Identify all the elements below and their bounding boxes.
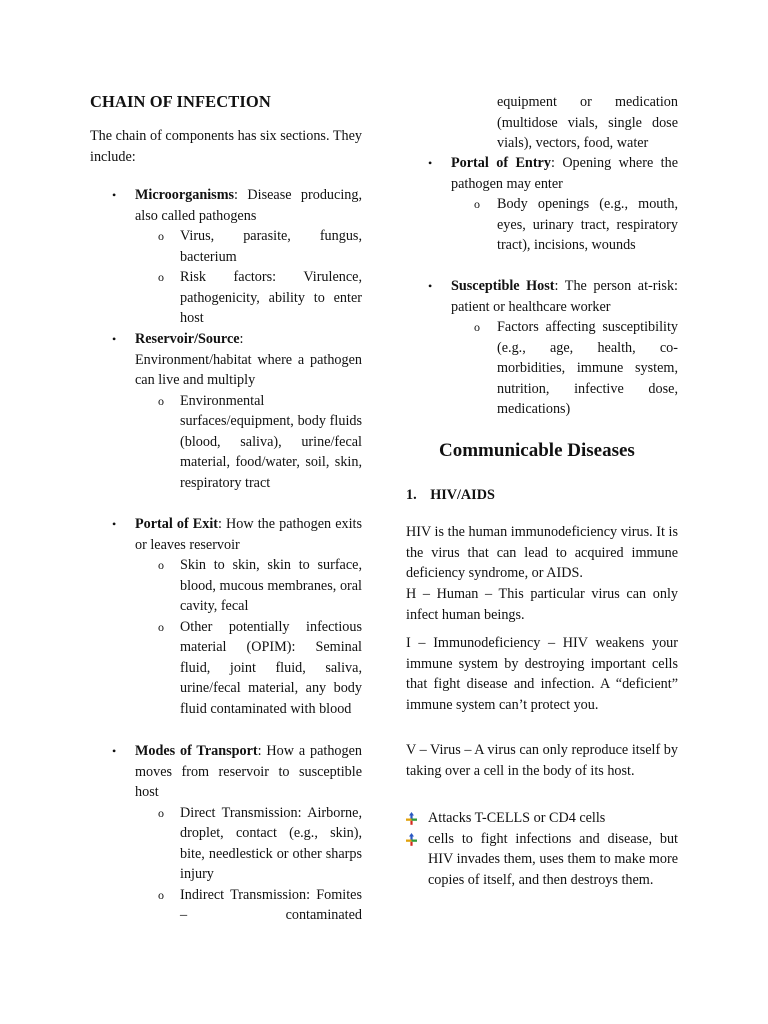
item-desc: : Disease producing, also called pathogens bbox=[135, 187, 362, 224]
item-term: Microorganisms bbox=[135, 187, 235, 203]
item-term: Portal of Entry bbox=[451, 155, 551, 171]
sub-bullet: o bbox=[158, 393, 164, 408]
list-item-susceptible-host bbox=[406, 276, 678, 420]
paragraph-virus: V – Virus – A virus can only reproduce itself by taking over a cell in the body of its host. bbox=[406, 742, 678, 779]
arrow-list-item: cells to fight infections and disease, but HIV invades them, uses them to make more copies of itself, and then destroys them. bbox=[406, 829, 678, 891]
sub-item: o Factors affecting susceptibility (e.g., age, health, co-morbidities, immune system, nutrition, infective dose, medications) bbox=[474, 319, 678, 417]
bullet-dot: • bbox=[112, 744, 117, 758]
list-item-portal-of-entry bbox=[406, 153, 678, 256]
bullet-dot: • bbox=[428, 156, 433, 170]
item-term: Reservoir/Source bbox=[135, 331, 240, 347]
subsection-heading bbox=[406, 485, 495, 506]
four-color-arrow-icon bbox=[406, 833, 417, 846]
sub-item: o Skin to skin, skin to surface, blood, mucous membranes, oral cavity, fecal bbox=[158, 557, 362, 614]
sub-bullet: o bbox=[158, 805, 164, 820]
list-item-modes-of-transport bbox=[90, 741, 362, 926]
paragraph-human: H – Human – This particular virus can only infect human beings. bbox=[406, 586, 678, 623]
item-desc: : How the pathogen exits or leaves reservoir bbox=[135, 516, 362, 553]
item-desc: : The person at-risk: patient or healthcare worker bbox=[451, 278, 678, 315]
sub-item: o Body openings (e.g., mouth, eyes, urinary tract, respiratory tract), incisions, wounds bbox=[474, 196, 678, 253]
item-term: Modes of Transport bbox=[135, 743, 258, 759]
document-title: CHAIN OF INFECTION bbox=[90, 92, 271, 111]
sub-bullet: o bbox=[474, 197, 480, 211]
list-item-portal-of-exit bbox=[90, 514, 362, 719]
sub-item: o Direct Transmission: Airborne, droplet, contact (e.g., skin), bite, needlestick or other sharps injury bbox=[158, 804, 362, 882]
paragraph-hiv-definition: HIV is the human immunodeficiency virus. It is the virus that can lead to acquired immune deficiency syndrome, or AIDS. bbox=[406, 524, 678, 581]
list-item-microorganisms bbox=[90, 185, 362, 329]
bullet-dot: • bbox=[112, 517, 117, 531]
bullet-dot: • bbox=[112, 188, 117, 202]
subsection-number: 1. bbox=[406, 487, 417, 503]
item-term: Susceptible Host bbox=[451, 278, 555, 294]
item-term: Portal of Exit bbox=[135, 516, 219, 532]
sub-bullet: o bbox=[158, 229, 164, 243]
list-item-reservoir bbox=[90, 329, 362, 493]
arrow-bullet-list bbox=[406, 808, 678, 890]
sub-bullet: o bbox=[158, 270, 164, 284]
sub-bullet: o bbox=[158, 558, 164, 572]
section-title: Communicable Diseases bbox=[439, 440, 635, 461]
continuation-text: equipment or medication (multidose vials, single dose vials), vectors, food, water bbox=[497, 94, 678, 151]
sub-item: o Indirect Transmission: Fomites – contaminated bbox=[158, 886, 362, 923]
bullet-dot: • bbox=[428, 279, 433, 293]
sub-bullet: o bbox=[158, 619, 164, 634]
sub-item: o Virus, parasite, fungus, bacterium bbox=[158, 228, 362, 265]
sub-bullet: o bbox=[158, 887, 164, 902]
item-desc: : Opening where the pathogen may enter bbox=[451, 155, 679, 192]
sub-bullet: o bbox=[474, 320, 480, 334]
arrow-list-item: Attacks T-CELLS or CD4 cells bbox=[406, 808, 678, 829]
sub-item: o Environmental surfaces/equipment, body fluids (blood, saliva), urine/fecal material, food/water, soil, skin, respiratory tract bbox=[158, 392, 362, 491]
intro-paragraph: The chain of components has six sections. They include: bbox=[90, 128, 362, 165]
item-desc: : How a pathogen moves from reservoir to susceptible host bbox=[135, 743, 362, 800]
sub-item: o Risk factors: Virulence, pathogenicity, ability to enter host bbox=[158, 269, 362, 326]
item-desc: : Environment/habitat where a pathogen can live and multiply bbox=[135, 331, 362, 388]
sub-item: o Other potentially infectious material (OPIM): Seminal fluid, joint fluid, saliva, urine/fecal material, any body fluid contaminated with blood bbox=[158, 618, 362, 717]
four-color-arrow-icon bbox=[406, 812, 417, 825]
subsection-title: HIV/AIDS bbox=[430, 487, 495, 503]
bullet-dot: • bbox=[112, 332, 117, 346]
paragraph-immunodeficiency: I – Immunodeficiency – HIV weakens your immune system by destroying important cells that fight disease and infection. A “deficient” immune system can’t protect you. bbox=[406, 635, 678, 713]
